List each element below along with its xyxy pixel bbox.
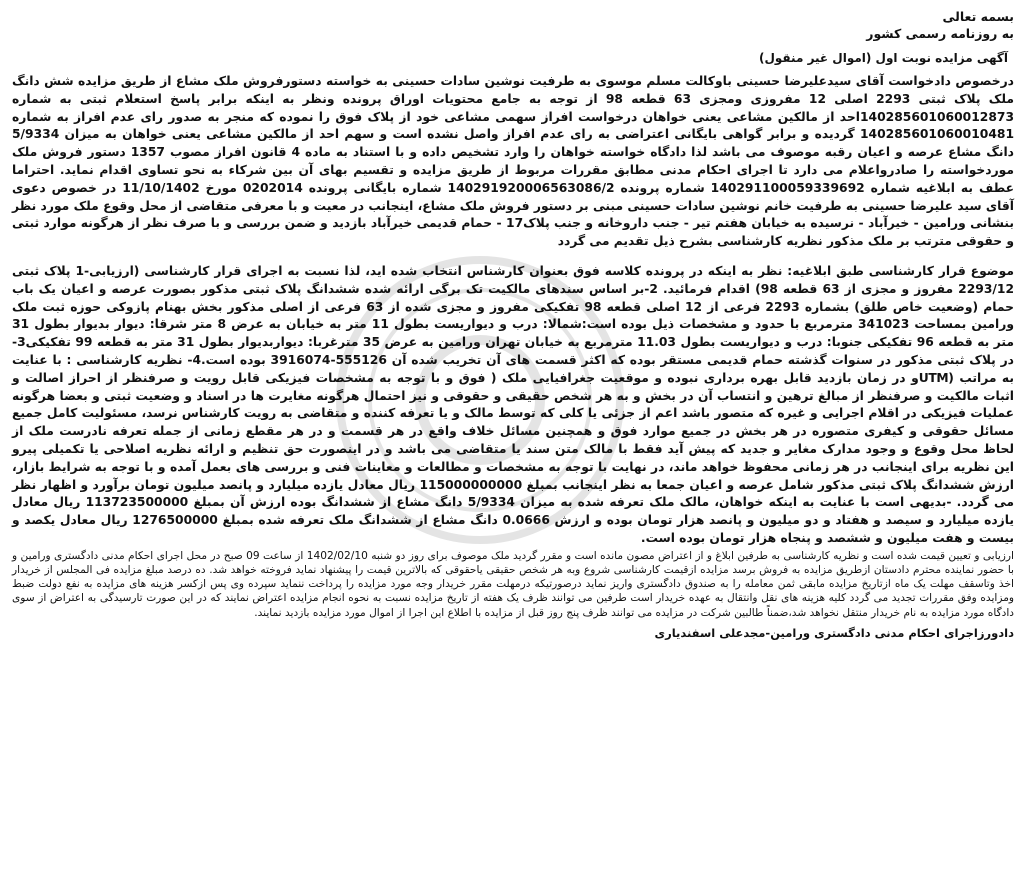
header-bismillah: بسمه تعالی xyxy=(942,9,1014,24)
notice-paragraph-auction-terms: ارزیابی و تعیین قیمت شده است و نظریه کارشناسی به طرفین ابلاغ و از اعتراض مصون مانده است و مقرر گردید ملک موصوف برای روز دو شنبه 1402/02/10 از ساعت 09 صبح در محل اجرای احکام مدنی دادگستری ورامین و با حضور نماینده محترم دادستان ازطریق مزایده به فروش برسد مزایده ازقیمت کارشناسی شروع وبه هر شخص حقیقی یاحقوقی که بالاترین قیمت را پیشنهاد نماید فروخته خواهد شد. ده درصد مبلغ مزایده فی المجلس از خریدار اخذ وتاسقف مهلت یک ماه ازتاریخ مزایده مابقی ثمن معامله را به صندوق دادگستری واریز نماید درصورتیکه درمهلت مقرر خریدار وجه مورد مزایده را پرداخت ننماید سپرده وی پس ازکسر هزینه های مزایده به نفع دولت ضبط ومزایده وفق مقررات تجدید می گردد کلیه هزینه های نقل وانتقال به عهده خریدار است طرفین می توانند ظرف یک هفته از تاریخ مزایده نسبت به نحوه انجام مزایده اعتراض نمایند که در این صورت تارسیدگی به اعتراض از سوی دادگاه مورد مزایده به نام خریدار منتقل نخواهد شد،ضمناً طالبین شرکت در مزایده می توانند ظرف پنج روز قبل از مزایده با اطلاع این اجرا از اموال مورد مزایده بازدید نمایند. xyxy=(12,549,1014,619)
paragraph-spacer xyxy=(12,251,1014,263)
notice-paragraph-intro: درخصوص دادخواست آقای سیدعلیرضا حسینی باوکالت مسلم موسوی به طرفیت نوشین سادات حسینی به خواسته دستورفروش ملک مشاع از طریق مزایده شش دانگ ملک پلاک ثبتی 2293 اصلی 12 مفروزی ومجزی 63 قطعه 98 از توجه به جامع محتویات اوراق پرونده ونظر به اینکه برابر پاسخ استعلام ثبتی به شماره 140285601060012873احد از مالکین مشاعی یعنی خواهان درخواست افراز سهمی مشاعی خود از پلاک فوق را نموده که منجر به صدور رای عدم افراز به شماره 140285601060010481 گردیده و برابر گواهی بایگانی اعتراضی به رای عدم افراز واصل نشده است و سهم احد از مالکین مشاعی یعنی خواهان به میزان 5/9334 دانگ مشاع عرصه و اعیان رقبه موصوف می باشد لذا دادگاه خواسته خواهان را وارد تشخیص داده و با استناد به ماده 4 قانون افراز مصوب 1357 دستور فروش ملک موردخواسته را صادرواعلام می دارد تا اجرای احکام مدنی مطابق مقررات مربوط از طریق مزایده و تقسیم بهای آن بین شرکاء به نحو تساوی اقدام نماید. احتراما عطف به ابلاغیه شماره 140291100059339692 شماره پرونده 140291920006563086/2 شماره بایگانی پرونده 0202014 مورخ 11/10/1402 در خصوص دعوی آقای سید علیرضا حسینی به طرفیت خانم نوشین سادات حسینی مبنی بر دستور فروش ملک مشاع، اینجانب در معیت و با معرفی متقاضی از محل وقوع ملک مورد نظر بنشانی ورامین - خیرآباد - نرسیده به خیابان هفتم تیر - جنب داروخانه و جنب پلاک17 - حمام قدیمی خیرآباد بازدید و ضمن بررسی و با صرف نظر از هرگونه موارد ثبتی و حقوقی مترتب بر ملک مذکور نظریه کارشناسی بشرح ذیل تقدیم می گردد xyxy=(12,74,1014,249)
notice-paragraph-appraisal: موضوع قرار کارشناسی طبق ابلاغیه: نظر به اینکه در پرونده کلاسه فوق بعنوان کارشناس انتخاب شده اید، لذا نسبت به اجرای قرار کارشناسی (ارزیابی-1 پلاک ثبتی 2293/12 مفروز و مجزی از 63 قطعه 98) اقدام فرمائید. 2-بر اساس سندهای مالکیت تک برگی ارائه شده ششدانگ پلاک ثبتی مذکور بصورت عرصه و اعیان یک باب حمام (وضعیت خاص طلق) بشماره 2293 فرعی از 12 اصلی قطعه 98 تفکیکی مفروز و مجزی شده از 63 فرعی از اصلی مذکور بخش بهنام پازوکی حوزه ثبت ملک ورامین بمساحت 341023 مترمربع با حدود و مشخصات ذیل بوده است:شمالا: درب و دیواریست بطول 11 متر به خیابان به عرض 8 متر شرقا: دیوار بدیوار بطول 31 متر به قطعه 96 تفکیکی جنوبا: درب و دیواریست بطول 11.03 مترمربع به خیابان تهران ورامین به عرض 35 مترغربا: دیواربدیوار بطول 31 متر به قطعه 99 تفکیکی3-در پلاک ثبتی مذکور در سنوات گذشته حمام قدیمی مستقر بوده که اکثر قسمت های آن تخریب شده آن 555126-3916074 بوده است.4- نظریه کارشناسی : با عنایت به مراتب (UTMو در زمان بازدید قابل بهره برداری نبوده و موقعیت جغرافیایی ملک ( فوق و با توجه به مشخصات فیزیکی قابل رویت و صرفنظر از احراز اصالت و اثبات مالکیت و صرفنظر از مبالغ ترهین و انتساب آن در بخش و به هر شخص حقیقی و حقوقی و نیز احتمال هرگونه مغایرت ها در اسناد و وضعیت ثبتی و بعضا هرگونه عملیات فیزیکی در اقلام اجرایی و غیره که متصور باشد اعم از جزئی یا کلی که توسط مالک و یا تعرفه کننده و متقاضی به رویت کارشناس نرسد، مسئولیت کامل جمیع مسائل حقوقی و کیفری متصوره در هر بخش در جمیع موارد فوق و همچنین مسائل خلاف واقع در هر قسمت و در هر مقطع زمانی از جمله تعرفه نادرست ملک از لحاظ محل وقوع و وجود مدارک مغایر و جدید که پیش آید فقط با مالک متن سند یا متقاضی می باشد و در اینصورت حق تنظیم و ارائه نظریه اصلاحی یا تکمیلی پیرو این نظریه برای اینجانب در هر زمانی محفوظ خواهد ماند، در نهایت با توجه به مشخصات و مطالعات و معاینات فنی و بررسی های بعمل آمده و با توجه به شرایط بازار، ارزش ششدانگ پلاک ثبتی مذکور شامل عرصه و اعیان جمعا به نظر اینجانب بمبلغ 115000000000 ریال معادل یازده میلیارد و پانصد میلیون تومان برآورد و اظهار نظر می گردد. -بدیهی است با عنایت به اینکه خواهان، مالک ملک تعرفه شده به میزان 5/9334 دانگ مشاع از ششدانگ بوده ارزش آن بمبلغ 113723500000 ریال معادل یازده میلیارد و سیصد و هفتاد و دو میلیون و پانصد هزار تومان بوده و ارزش 0.0666 دانگ مشاع از ششدانگ ملک تعرفه شده بمبلغ 1276500000 ریال معادل یکصد و بیست و هفت میلیون و ششصد و پنجاه هزار تومان بوده است. xyxy=(12,263,1015,545)
notice-title: آگهی مزایده نوبت اول (اموال غیر منقول) xyxy=(759,51,1008,65)
header-recipient: به روزنامه رسمی کشور xyxy=(866,26,1014,41)
notice-signature: دادورزاجرای احکام مدنی دادگستری ورامین-مجدعلی اسفندیاری xyxy=(654,625,1014,640)
